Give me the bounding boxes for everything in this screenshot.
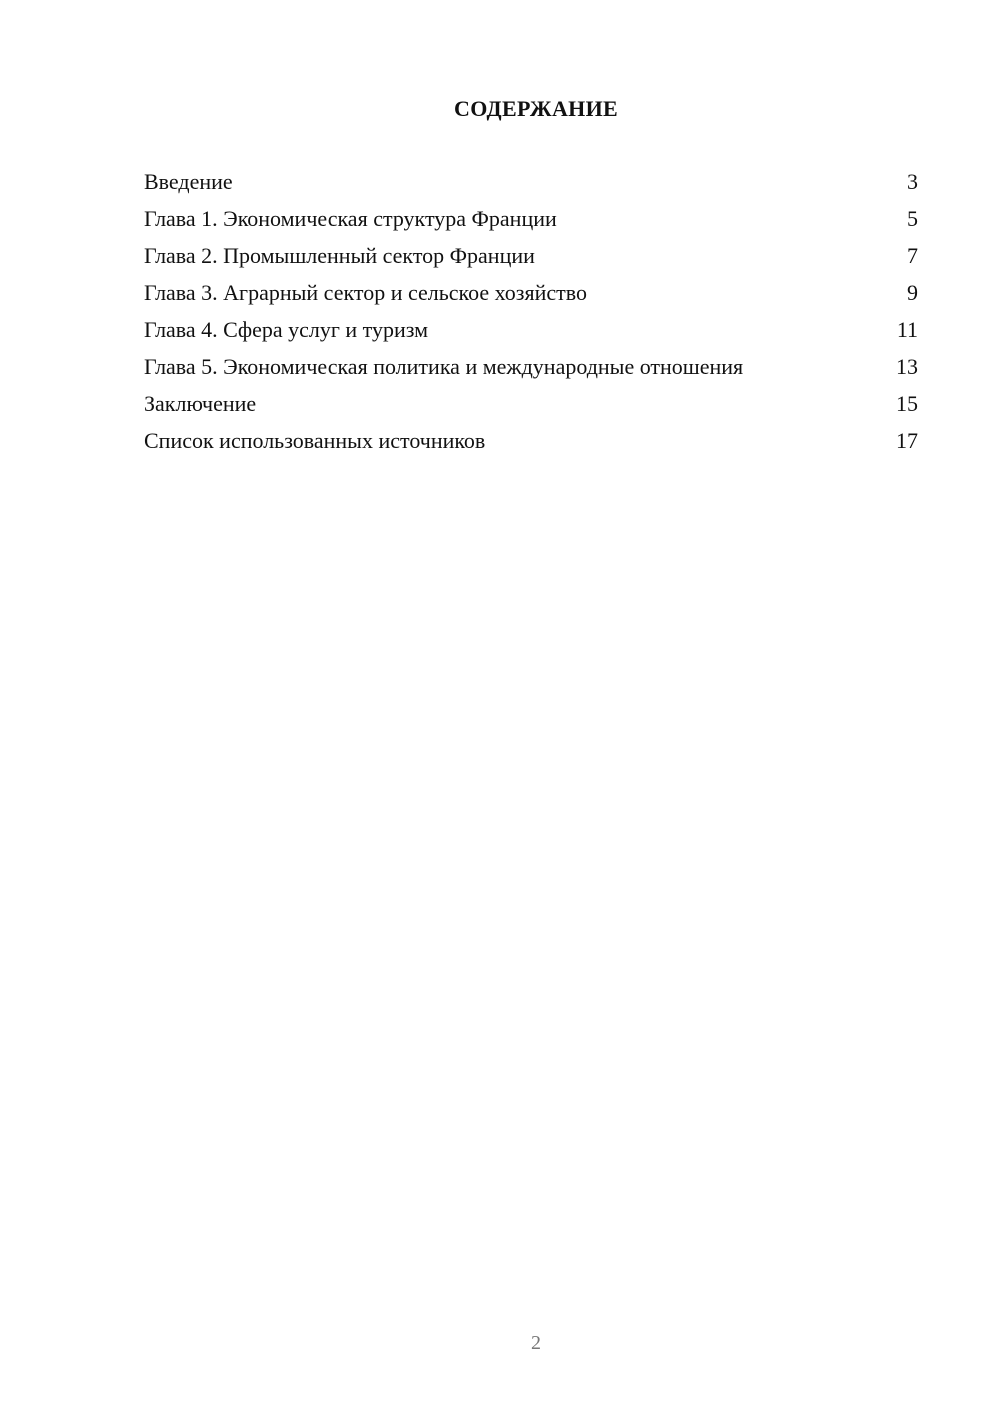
toc-entry-page: 9 [907, 280, 918, 305]
table-of-contents [144, 168, 918, 464]
toc-entry-page: 13 [896, 354, 918, 379]
toc-entry-page: 15 [896, 391, 918, 416]
toc-entry-chapter-1[interactable] [144, 205, 918, 233]
toc-entry-introduction[interactable] [144, 168, 918, 196]
toc-entry-title: Заключение [144, 391, 257, 416]
page-title: СОДЕРЖАНИЕ [454, 96, 618, 121]
toc-entry-title: Список использованных источников [144, 428, 486, 453]
toc-entry-page: 3 [907, 169, 918, 194]
toc-entry-title: Глава 3. Аграрный сектор и сельское хозяйство [144, 280, 588, 305]
toc-entry-title: Глава 5. Экономическая политика и международные отношения [144, 354, 744, 379]
toc-entry-chapter-2[interactable] [144, 242, 918, 270]
toc-entry-page: 17 [896, 428, 918, 453]
toc-entry-title: Введение [144, 169, 233, 194]
toc-entry-page: 5 [907, 206, 918, 231]
toc-entry-title: Глава 2. Промышленный сектор Франции [144, 243, 535, 268]
toc-entry-page: 7 [907, 243, 918, 268]
toc-entry-chapter-3[interactable] [144, 279, 918, 307]
toc-entry-conclusion[interactable] [144, 390, 918, 418]
page-number: 2 [531, 1332, 541, 1354]
toc-entry-page: 11 [896, 317, 918, 342]
toc-entry-chapter-5[interactable] [144, 353, 918, 381]
toc-entry-title: Глава 4. Сфера услуг и туризм [144, 317, 429, 342]
toc-entry-references[interactable] [144, 427, 918, 455]
toc-entry-title: Глава 1. Экономическая структура Франции [144, 206, 557, 231]
toc-entry-chapter-4[interactable] [144, 316, 918, 344]
